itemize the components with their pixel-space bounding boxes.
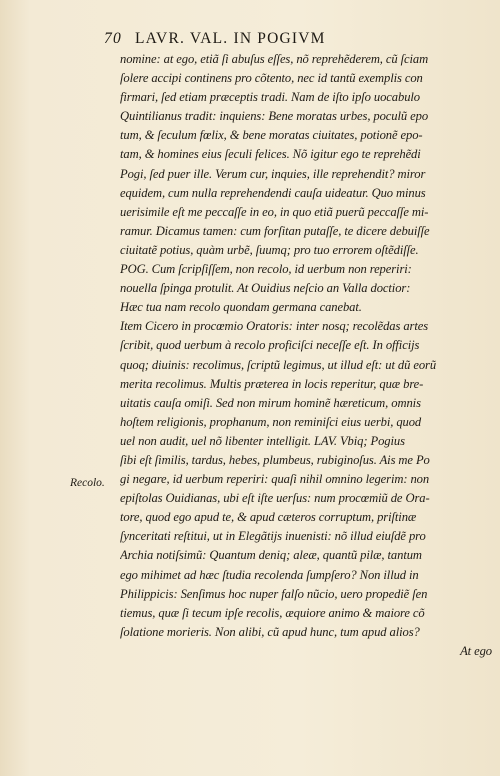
text-line: tiemus, quæ ſi tecum ipſe recolis, æquiore animo & maiore cõ <box>120 605 425 620</box>
text-line: ramur. Dicamus tamen: cum forſitan putaſſe, te dicere debuiſſe <box>120 223 430 238</box>
text-line: ſolatione morieris. Non alibi, cũ apud hunc, tum apud alios? <box>120 624 420 639</box>
text-line: hoſtem religionis, prophanum, non reminiſci eius uerbi, quod <box>120 414 422 429</box>
text-line: ſcribit, quod uerbum à recolo proficiſci neceſſe eſt. In officijs <box>120 338 420 353</box>
margin-note: Recolo. <box>70 477 105 489</box>
text-line: ego mihimet ad hæc ſtudia recolenda ſumpſero? Non illud in <box>120 567 419 582</box>
text-line: Philippicis: Senſimus hoc nuper falſo nũcio, uero propediẽ ſen <box>120 586 428 601</box>
text-line: Quintilianus tradit: inquiens: Bene moratas urbes, poculũ epo <box>120 109 429 124</box>
running-header <box>104 30 484 52</box>
text-line: uel non audit, uel nõ libenter intelligit. LAV. Vbiq; Pogius <box>120 433 405 448</box>
text-line: ſolere accipi continens pro cõtento, nec id tantũ exemplis con <box>120 71 423 86</box>
body-text <box>120 50 492 661</box>
text-line: Archia notiſsimũ: Quantum deniq; aleæ, quantũ pilæ, tantum <box>120 548 422 563</box>
text-line: At ego <box>460 643 492 658</box>
text-line: firmari, ſed etiam præceptis tradi. Nam de iſto ipſo uocabulo <box>120 90 420 105</box>
text-line: nomine: at ego, etiã ſi abuſus eſſes, nõ reprehẽderem, cũ ſciam <box>120 52 429 66</box>
text-line: Hæc tua nam recolo quondam germana canebat. <box>120 300 362 315</box>
text-line: uerisimile eſt me peccaſſe in eo, in quo etiã puerũ peccaſſe mi- <box>120 204 429 219</box>
text-line: epiſtolas Ouidianas, ubi eſt iſte uerſus: num procœmiũ de Ora- <box>120 491 430 506</box>
running-title: LAVR. VAL. IN POGIVM <box>134 30 326 47</box>
text-line: ſibi eſt ſimilis, tardus, hebes, plumbeus, rubiginoſus. Ais me Po <box>120 452 430 467</box>
text-line: tam, & homines eius ſeculi felices. Nõ igitur ego te reprehẽdi <box>120 147 421 162</box>
text-line: ciuitatẽ potius, quàm urbẽ, ſuumq; pro tuo errorem oſtẽdiſſe. <box>120 242 419 257</box>
text-line: tore, quod ego apud te, & apud cæteros corruptum, priſtinæ <box>120 510 417 525</box>
page-number: 70 <box>104 30 122 47</box>
text-line: tum, & ſeculum fœlix, & bene moratas ciuitates, potionẽ epo- <box>120 128 423 143</box>
text-line: quoq; diuinis: recolimus, ſcriptũ legimus, ut illud eſt: ut dũ eorũ <box>120 357 437 372</box>
text-line: Item Cicero in procœmio Oratoris: inter nosq; recolẽdas artes <box>120 319 429 334</box>
text-line: ſynceritati reſtitui, ut in Elegãtijs inuenisti: nõ illud eiuſdẽ pro <box>120 529 426 544</box>
text-line: Pogi, ſed puer ille. Verum cur, inquies, ille reprehendit? miror <box>120 166 426 181</box>
text-line: gi negare, id uerbum reperiri: quaſi nihil omnino legerim: non <box>120 472 430 487</box>
text-line: uitatis cauſa omiſi. Sed non mirum hominẽ hæreticum, omnis <box>120 395 421 410</box>
text-line: merita recolimus. Multis præterea in locis reperitur, quæ bre- <box>120 376 424 391</box>
text-line: equidem, cum nulla reprehendendi cauſa uideatur. Quo minus <box>120 185 426 200</box>
text-line: POG. Cum ſcripſiſſem, non recolo, id uerbum non reperiri: <box>120 262 412 277</box>
text-line: nouella ſpinga protulit. At Ouidius neſcio an Valla doctior: <box>120 281 411 296</box>
